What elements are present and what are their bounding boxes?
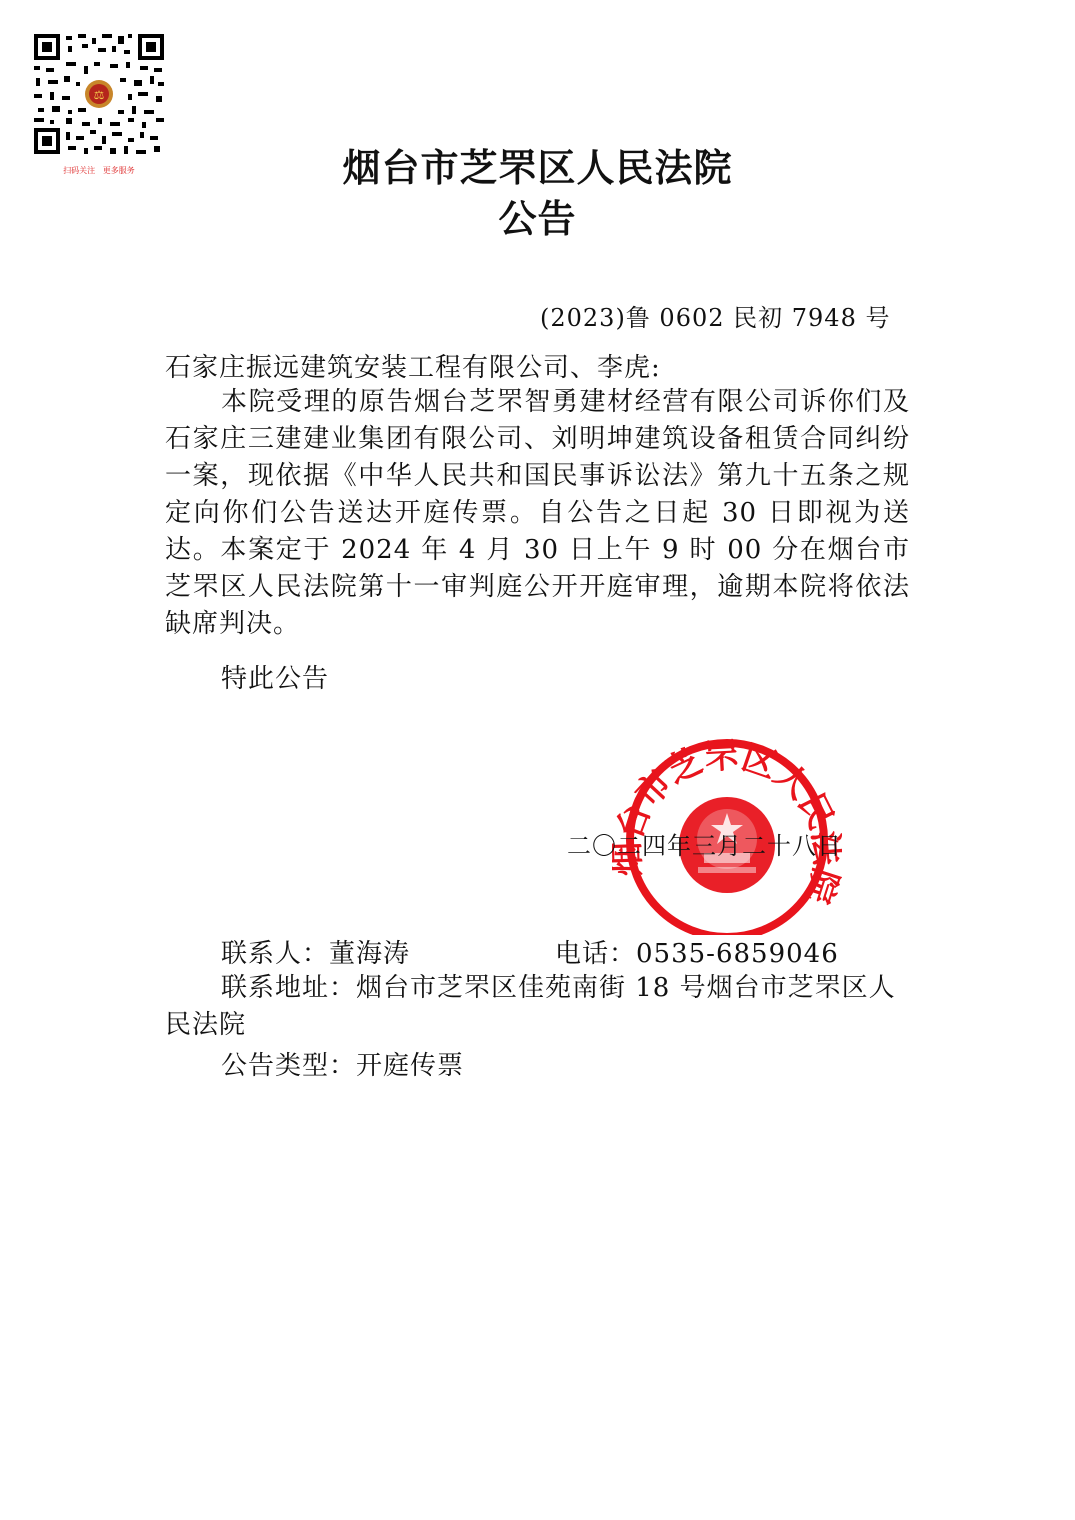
seal-text: 台市芝罘区人民 院: [612, 736, 842, 909]
contact-address: 联系地址：烟台市芝罘区佳苑南街 18 号烟台市芝罘区人民法院: [165, 973, 896, 1040]
svg-text:⚖: ⚖: [93, 88, 105, 102]
issue-date: 二〇二四年三月二十八日: [567, 832, 842, 860]
notice-type: 公告类型：开庭传票: [221, 1051, 465, 1081]
qr-caption: 扫码关注 更多服务: [63, 166, 135, 175]
document-type: 公告: [498, 196, 577, 241]
case-number: (2023)鲁 0602 民初 7948 号: [540, 304, 891, 332]
notice-body: 本院受理的原告烟台芝罘智勇建材经营有限公司诉你们及石家庄三建建业集团有限公司、刘明坤建筑设备租赁合同纠纷一案，现依据《中华人民共和国民事诉讼法》第九十五条之规定向你们公告送达开庭传票。自公告之日起 30 日即视为送达。本案定于 2024 年 4 月 30 日上午 9 时 00 分在烟台市芝罘区人民法院第十一审判庭公开开庭审理，逾期本院将依法缺席判决。: [165, 387, 910, 639]
addressee: 石家庄振远建筑安装工程有限公司、李虎:: [165, 353, 661, 383]
contact-phone: 电话：0535-6859046: [555, 939, 839, 969]
closing-line: 特此公告: [221, 664, 330, 694]
court-name: 烟台市芝罘区人民法院: [342, 145, 733, 190]
contact-person: 联系人：董海涛: [221, 939, 411, 969]
